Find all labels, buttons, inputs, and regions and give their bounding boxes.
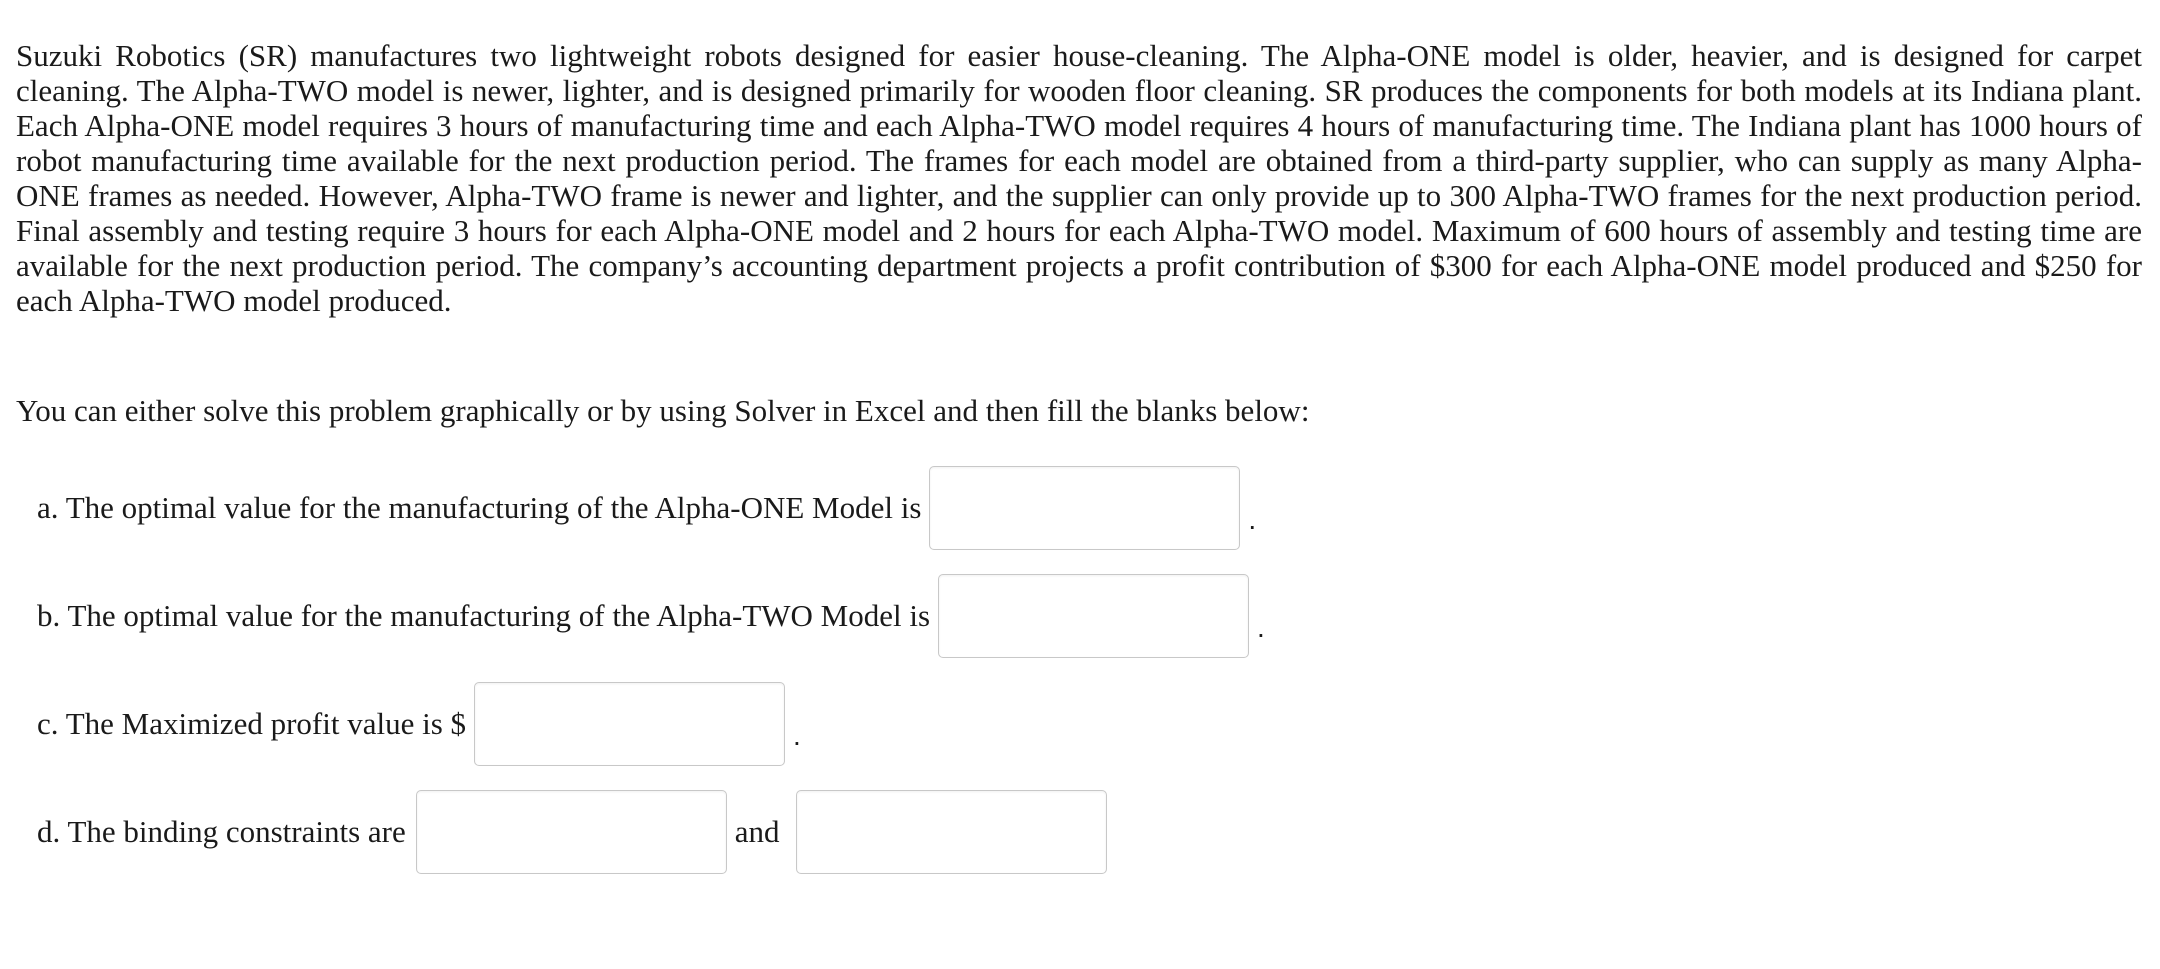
question-c-period: .	[793, 720, 801, 751]
question-b-label: b. The optimal value for the manufacturing of the Alpha-TWO Model is	[37, 598, 931, 633]
question-d-label: d. The binding constraints are	[37, 814, 406, 849]
binding-constraint-1-input[interactable]	[416, 790, 727, 874]
alpha-one-optimal-input[interactable]	[929, 466, 1240, 550]
question-c	[37, 682, 801, 766]
question-c-label: c. The Maximized profit value is $	[37, 706, 467, 741]
instruction-text: You can either solve this problem graphically or by using Solver in Excel and then fill the blanks below:	[16, 393, 1310, 428]
question-b	[37, 574, 1265, 658]
conjunction-and: and	[734, 814, 780, 849]
question-d	[37, 790, 1107, 874]
max-profit-input[interactable]	[474, 682, 785, 766]
problem-statement: Suzuki Robotics (SR) manufactures two lightweight robots designed for easier house-cleaning. The Alpha-ONE model is older, heavier, and is designed for carpet cleaning. The Alpha-TWO model is newer, lighter, and is designed primarily for wooden floor cleaning. SR produces the components for both models at its Indiana plant. Each Alpha-ONE model requires 3 hours of manufacturing time and each Alpha-TWO model requires 4 hours of manufacturing time. The Indiana plant has 1000 hours of robot manufacturing time available for the next production period. The frames for each model are obtained from a third-party supplier, who can supply as many Alpha-ONE frames as needed. However, Alpha-TWO frame is newer and lighter, and the supplier can only provide up to 300 Alpha-TWO frames for the next production period. Final assembly and testing require 3 hours for each Alpha-ONE model and 2 hours for each Alpha-TWO model. Maximum of 600 hours of assembly and testing time are available for the next production period. The company’s accounting department projects a profit contribution of $300 for each Alpha-ONE model produced and $250 for each Alpha-TWO model produced.	[16, 38, 2142, 318]
question-a	[37, 466, 1256, 550]
binding-constraint-2-input[interactable]	[796, 790, 1107, 874]
question-a-period: .	[1248, 504, 1257, 535]
question-b-period: .	[1257, 612, 1265, 643]
alpha-two-optimal-input[interactable]	[938, 574, 1249, 658]
question-a-label: a. The optimal value for the manufacturing of the Alpha-ONE Model is	[37, 490, 922, 525]
